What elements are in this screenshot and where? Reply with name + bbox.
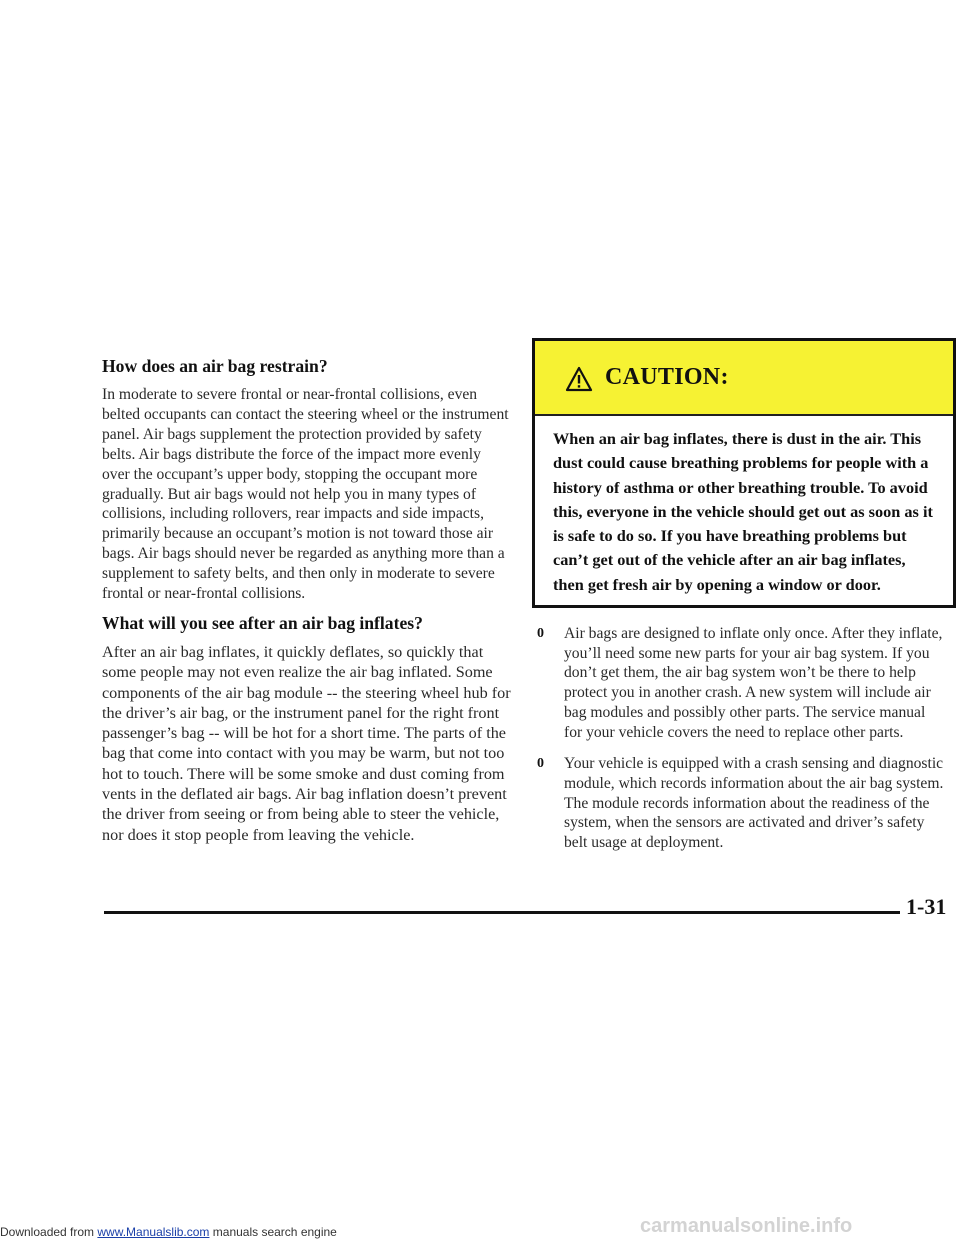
bullet-text: Air bags are designed to inflate only once. After they inflate, you’ll need some new parts for your air bag system. If you don’t get them, the air bag system won’t be there to help protect you in another crash. A new system will include air bag modules and possibly other parts. The service manual for your vehicle covers the need to replace other parts. xyxy=(564,625,943,741)
list-item xyxy=(536,624,946,742)
section-heading-after-inflation: What will you see after an air bag inflates? xyxy=(102,612,423,633)
watermark-text: carmanualsonline.info xyxy=(640,1215,853,1237)
after-inflation-paragraph: After an air bag inflates, it quickly deflates, so quickly that some people may not even realize the air bag inflated. Some components of the air bag module -- the steering wheel hub for the driver’s air bag, or the instrument panel for the right front passenger’s bag -- will be hot for a short time. The parts of the bag that come into contact with you may be warm, but not too hot to touch. There will be some smoke and dust coming from vents in the deflated air bags. Air bag inflation doesn’t prevent the driver from seeing or from being able to steer the vehicle, nor does it stop people from leaving the vehicle. xyxy=(102,642,511,844)
section-heading-restrain: How does an air bag restrain? xyxy=(102,356,328,376)
caution-box xyxy=(532,338,956,608)
page-number: 1-31 xyxy=(906,894,947,919)
bullet-marker: 0 xyxy=(537,626,544,641)
bullet-text: Your vehicle is equipped with a crash sensing and diagnostic module, which records information about the air bag system. The module records information about the readiness of the system, when the sensors are activated and driver’s safety belt usage at deployment. xyxy=(564,755,944,852)
manualslib-link[interactable]: www.Manualslib.com xyxy=(97,1225,210,1239)
caution-header xyxy=(535,341,953,416)
page-rule xyxy=(104,911,900,914)
left-column xyxy=(102,355,512,845)
restrain-paragraph: In moderate to severe frontal or near-frontal collisions, even belted occupants can contact the steering wheel or the instrument panel. Air bags supplement the protection provided by safety belts. Air bags distribute the force of the impact more evenly over the occupant’s upper body, stopping the occupant more gradually. But air bags would not help you in many types of collisions, including rollovers, rear impacts and side impacts, primarily because an occupant’s motion is not toward those air bags. Air bags should never be regarded as anything more than a supplement to safety belts, and then only in moderate to severe frontal or near-frontal collisions. xyxy=(102,386,509,603)
bullet-marker: 0 xyxy=(537,756,544,772)
footer-prefix: Downloaded from xyxy=(0,1225,98,1239)
footer-suffix: manuals search engine xyxy=(209,1225,337,1239)
download-footer xyxy=(0,1225,337,1239)
bullet-list xyxy=(536,624,946,853)
warning-triangle-icon xyxy=(565,366,593,392)
list-item xyxy=(536,754,946,853)
caution-text: When an air bag inflates, there is dust in the air. This dust could cause breathing problems for people with a history of asthma or other breathing trouble. To avoid this, everyone in the vehicle should get out as soon as it is safe to do so. If you have breathing problems but can’t get out of the vehicle after an air bag inflates, then get fresh air by opening a window or door. xyxy=(553,429,933,594)
caution-title: CAUTION: xyxy=(605,364,729,390)
